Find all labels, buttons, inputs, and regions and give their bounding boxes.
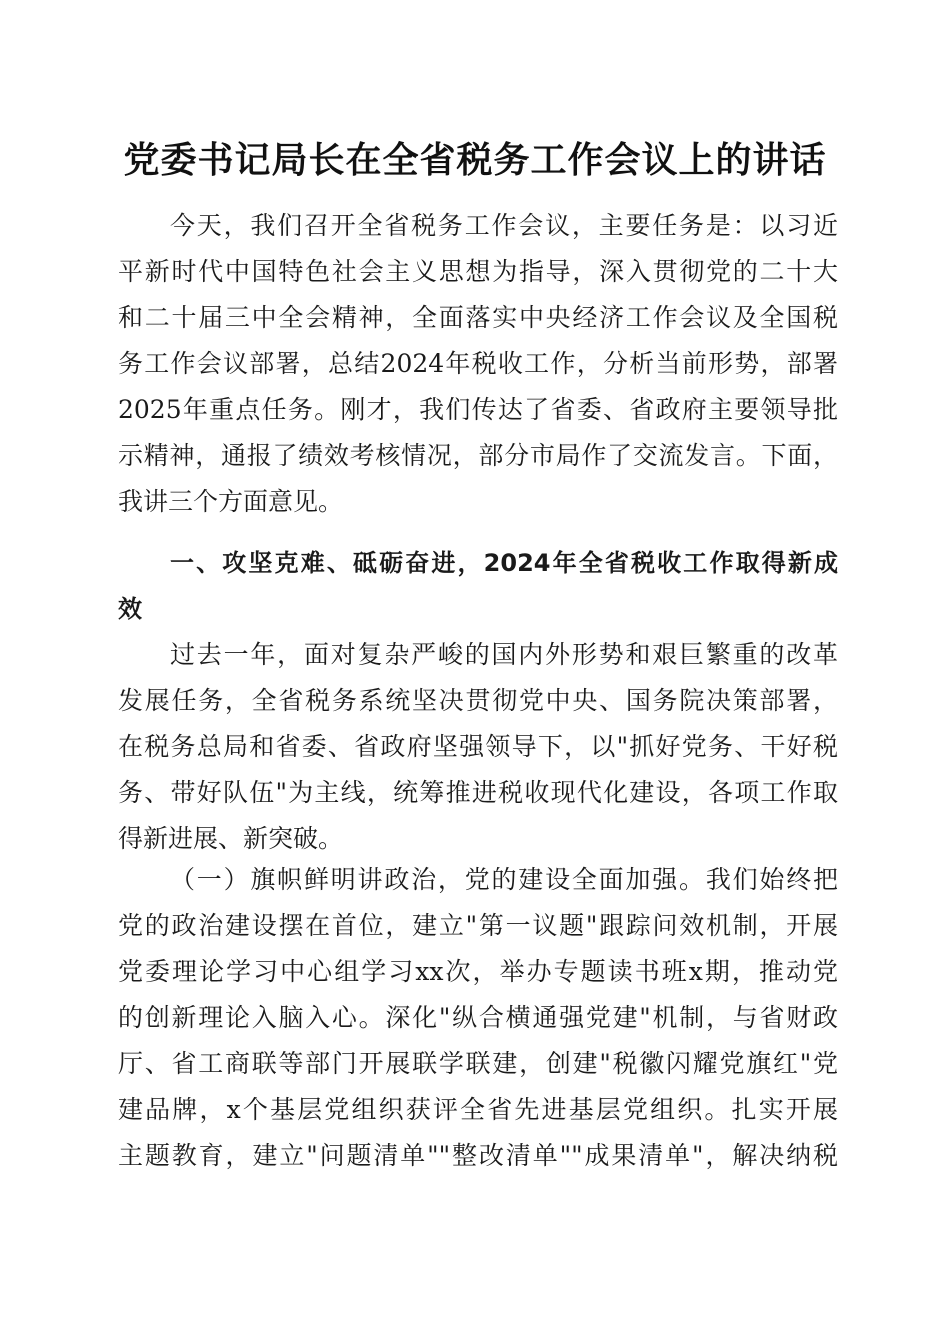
paragraph-line: 厅、省工商联等部门开展联学联建，创建"税徽闪耀党旗红"党: [118, 1049, 838, 1078]
paragraph-line: 我讲三个方面意见。: [118, 487, 344, 516]
paragraph-line: 今天，我们召开全省税务工作会议，主要任务是：以习近: [170, 211, 838, 240]
paragraph-line: 发展任务，全省税务系统坚决贯彻党中央、国务院决策部署，: [118, 686, 838, 715]
paragraph-line: 党的政治建设摆在首位，建立"第一议题"跟踪问效机制，开展: [118, 911, 838, 940]
paragraph-line: （一）旗帜鲜明讲政治，党的建设全面加强。我们始终把: [170, 865, 838, 894]
document-title: 党委书记局长在全省税务工作会议上的讲话: [123, 139, 827, 181]
paragraph-line: 建品牌，x个基层党组织获评全省先进基层党组织。扎实开展: [118, 1095, 838, 1124]
section-heading-line: 效: [118, 595, 142, 623]
paragraph-line: 在税务总局和省委、省政府坚强领导下，以"抓好党务、干好税: [118, 732, 838, 761]
paragraph-line: 示精神，通报了绩效考核情况，部分市局作了交流发言。下面，: [118, 441, 838, 470]
paragraph-line: 主题教育，建立"问题清单""整改清单""成果清单"，解决纳税: [118, 1141, 838, 1170]
paragraph-line: 平新时代中国特色社会主义思想为指导，深入贯彻党的二十大: [118, 257, 838, 286]
paragraph-line: 和二十届三中全会精神，全面落实中央经济工作会议及全国税: [118, 303, 838, 332]
paragraph-line: 得新进展、新突破。: [118, 824, 344, 853]
paragraph-line: 党委理论学习中心组学习xx次，举办专题读书班x期，推动党: [118, 957, 838, 986]
paragraph-line: 务、带好队伍"为主线，统筹推进税收现代化建设，各项工作取: [118, 778, 838, 807]
paragraph-line: 过去一年，面对复杂严峻的国内外形势和艰巨繁重的改革: [170, 640, 838, 669]
paragraph-line: 务工作会议部署，总结2024年税收工作，分析当前形势，部署: [118, 349, 838, 378]
section-heading-line: 一、攻坚克难、砥砺奋进，2024年全省税收工作取得新成: [170, 549, 838, 577]
paragraph-line: 的创新理论入脑入心。深化"纵合横通强党建"机制，与省财政: [118, 1003, 838, 1032]
paragraph-line: 2025年重点任务。刚才，我们传达了省委、省政府主要领导批: [118, 395, 838, 424]
